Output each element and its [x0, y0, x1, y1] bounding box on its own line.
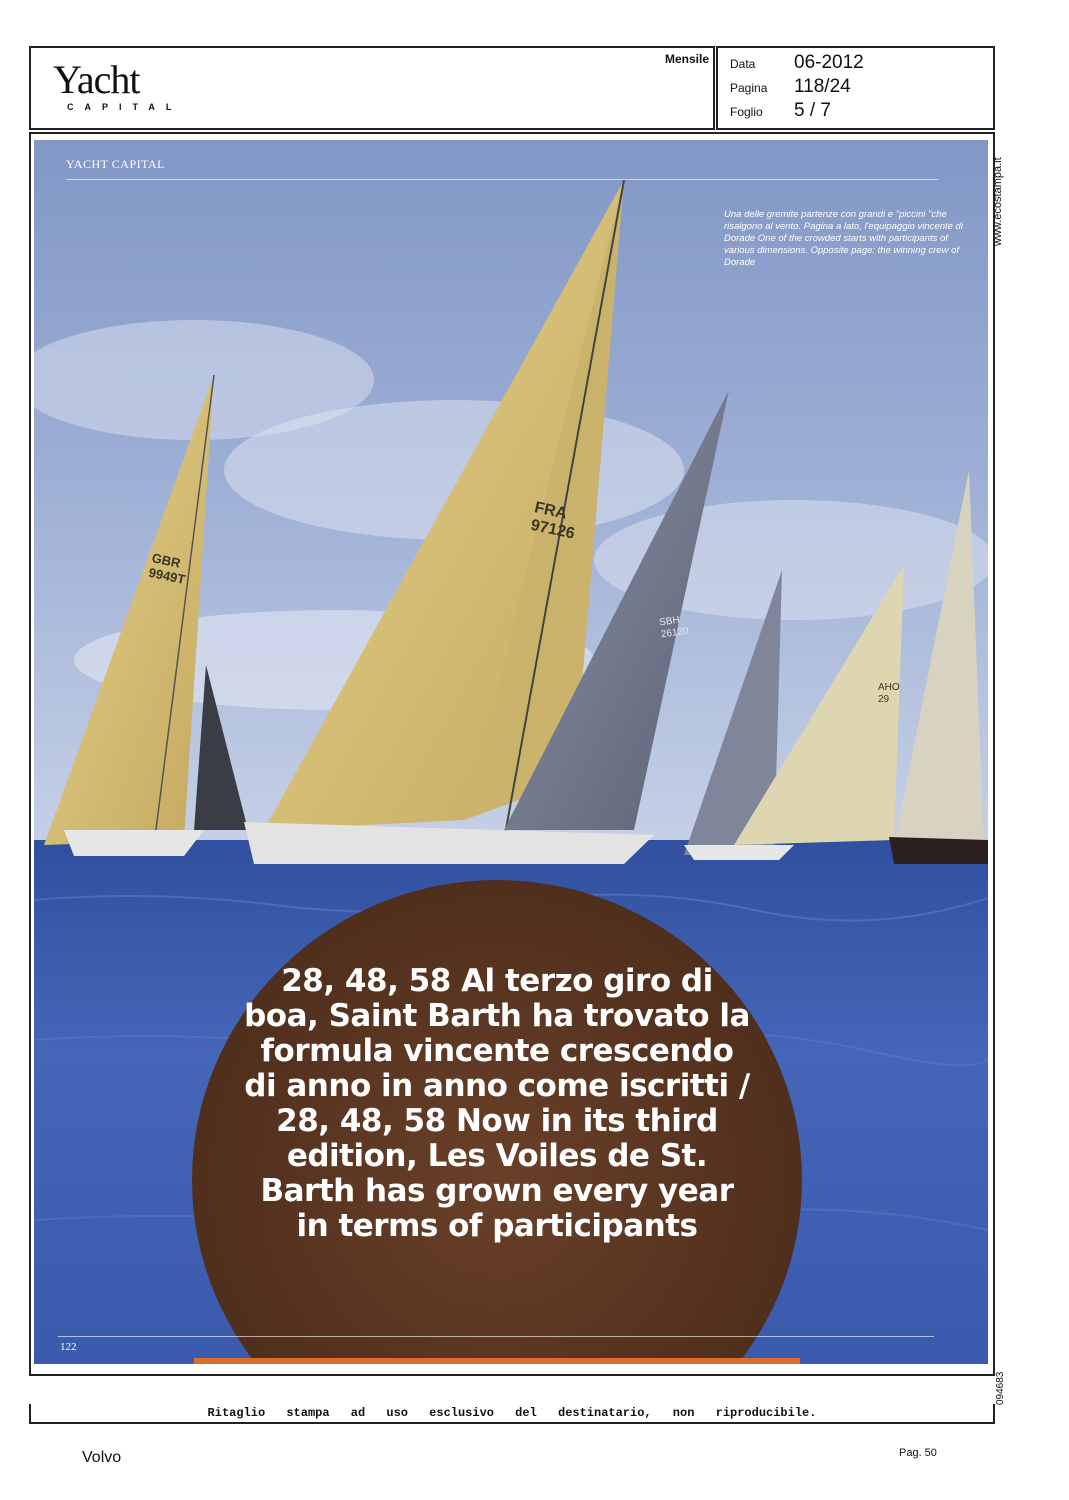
meta-row-pagina: [730, 76, 851, 98]
meta-value: 5 / 7: [794, 100, 831, 121]
frequency-label: Mensile: [664, 52, 709, 66]
sail-number-sbh: SBH 26120: [658, 614, 690, 641]
sail-number-gbr: GBR 9949T: [147, 550, 187, 588]
header-rule: [66, 179, 938, 180]
meta-value: 06-2012: [794, 52, 864, 73]
meta-label: Foglio: [730, 105, 763, 119]
magazine-page-number: 122: [60, 1341, 77, 1353]
meta-label: Pagina: [730, 81, 768, 95]
side-code: 094683: [995, 1371, 1006, 1405]
meta-value: 118/24: [794, 76, 851, 97]
clipping-notice-bar: [29, 1404, 995, 1424]
metadata-box: [716, 46, 995, 130]
meta-row-data: [730, 52, 864, 74]
logo-subtitle: CAPITAL: [67, 102, 183, 112]
meta-row-foglio: [730, 100, 831, 122]
running-head: YACHT CAPITAL: [66, 157, 165, 171]
sail-number-fra: FRA 97126: [529, 499, 577, 543]
side-url: www.ecostampa.it: [992, 157, 1004, 246]
sail-number-aho: AHO 29: [878, 682, 900, 705]
page-number: Pag. 50: [899, 1447, 937, 1459]
clipping-notice: Ritaglio stampa ad uso esclusivo del destinatario, non riproducibile.: [207, 1406, 817, 1420]
masthead-box: [29, 46, 715, 130]
footer-rule: [58, 1336, 934, 1337]
client-name: Volvo: [82, 1449, 122, 1466]
photo-caption: Una delle gremite partenze con grandi e "piccini "che risalgono al vento. Pagina a lato, l'equipaggio vincente di Dorade One of the crowded starts with participants of various dimensions. Opposite page: the winning crew of Dorade: [724, 209, 963, 268]
logo-title: Yacht: [53, 57, 140, 102]
meta-label: Data: [730, 57, 756, 71]
pull-quote: 28, 48, 58 Al terzo giro di boa, Saint Barth ha trovato la formula vincente crescendo di anno in anno come iscritti / 28, 48, 58 Now in its third edition, Les Voiles de St. Barth has grown every year in terms of participants: [244, 963, 750, 1244]
